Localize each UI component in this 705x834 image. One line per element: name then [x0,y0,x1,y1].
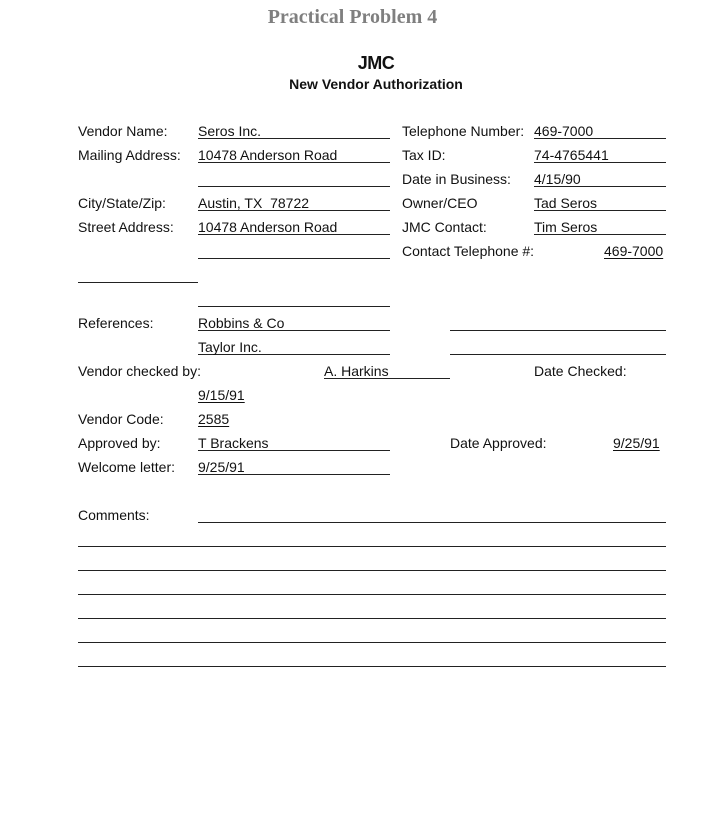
checked-by-value[interactable]: A. Harkins [324,363,389,379]
city-state-zip-value[interactable]: Austin, TX 78722 [198,195,310,211]
contact-telephone-value[interactable]: 469-7000 [604,243,664,259]
jmc-contact-value[interactable]: Tim Seros [534,219,598,235]
comments-line[interactable] [78,570,666,571]
references-label: References: [78,315,154,331]
street-address-line-3 [78,282,198,283]
vendor-code-label: Vendor Code: [78,411,164,427]
telephone-label: Telephone Number: [402,123,525,139]
tax-id-label: Tax ID: [402,147,446,163]
date-checked-label: Date Checked: [534,363,627,379]
street-address-value[interactable]: 10478 Anderson Road [198,219,338,235]
vendor-name-label: Vendor Name: [78,123,168,139]
approved-by-label: Approved by: [78,435,161,451]
checked-by-label: Vendor checked by: [78,363,201,379]
street-address-label: Street Address: [78,219,174,235]
comments-line[interactable] [78,666,666,667]
vendor-code-value[interactable]: 2585 [198,411,230,427]
organization-name: JMC [357,53,395,73]
reference-line-3[interactable] [450,330,666,331]
date-in-business-value[interactable]: 4/15/90 [534,171,581,187]
mailing-address-value[interactable]: 10478 Anderson Road [198,147,338,163]
form-title: New Vendor Authorization [289,76,463,92]
reference-1[interactable]: Robbins & Co [198,315,285,331]
mailing-address-label: Mailing Address: [78,147,181,163]
date-checked-value[interactable]: 9/15/91 [198,387,245,403]
owner-value[interactable]: Tad Seros [534,195,598,211]
comments-label: Comments: [78,507,150,523]
jmc-contact-label: JMC Contact: [402,219,487,235]
contact-telephone-label: Contact Telephone #: [402,243,535,259]
date-approved-value[interactable]: 9/25/91 [613,435,660,451]
city-state-zip-label: City/State/Zip: [78,195,166,211]
mailing-address-line-2 [198,186,390,187]
welcome-letter-value[interactable]: 9/25/91 [198,459,245,475]
blank-line [198,306,390,307]
comments-line[interactable] [78,594,666,595]
comments-line[interactable] [78,546,666,547]
comments-line[interactable] [78,642,666,643]
date-approved-label: Date Approved: [450,435,547,451]
date-in-business-label: Date in Business: [402,171,511,187]
welcome-letter-label: Welcome letter: [78,459,175,475]
comments-line[interactable] [78,618,666,619]
telephone-value[interactable]: 469-7000 [534,123,594,139]
approved-by-value[interactable]: T Brackens [198,435,269,451]
vendor-name-value[interactable]: Seros Inc. [198,123,262,139]
document-title: Practical Problem 4 [267,6,438,28]
owner-label: Owner/CEO [402,195,478,211]
comments-line[interactable] [198,522,666,523]
reference-2[interactable]: Taylor Inc. [198,339,262,355]
street-address-line-2 [198,258,390,259]
tax-id-value[interactable]: 74-4765441 [534,147,609,163]
reference-line-4[interactable] [450,354,666,355]
